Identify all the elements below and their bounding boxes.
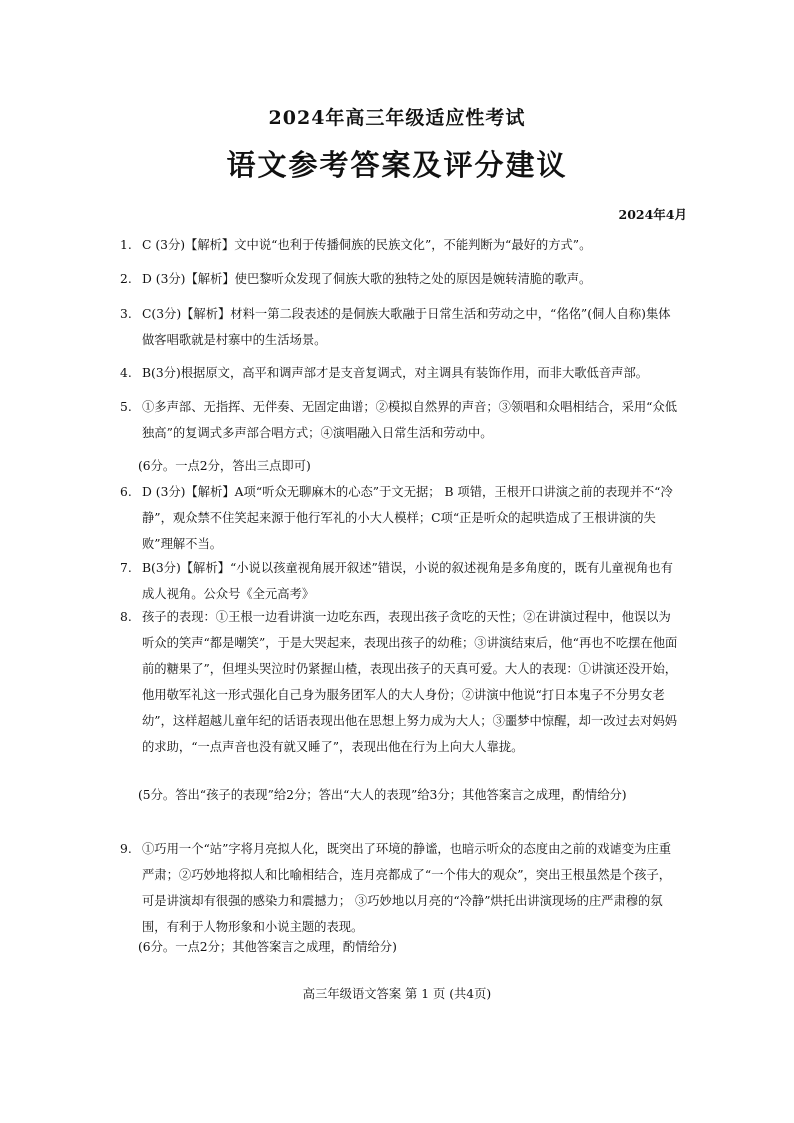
item-number: 2.: [120, 272, 132, 286]
scoring-note-5: (6分。一点2分，答出三点即可): [138, 459, 311, 473]
answer-item-6: [120, 479, 680, 557]
item-number: 6.: [120, 485, 132, 499]
document-title: 语文参考答案及评分建议: [226, 148, 568, 182]
scoring-note-8: (5分。答出“孩子的表现”给2分；答出“大人的表现”给3分；其他答案言之成理，酌情给分): [138, 788, 627, 802]
page-footer: 高三年级语文答案 第 1 页 (共4页): [302, 987, 492, 1001]
answer-item-1: [120, 232, 680, 258]
item-number: 9.: [120, 842, 132, 856]
item-number: 7.: [120, 561, 132, 575]
answer-item-5: [120, 394, 680, 446]
exam-title: 2024年高三年级适应性考试: [268, 107, 526, 129]
item-text: ①巧用一个“站”字将月亮拟人化，既突出了环境的静谧，也暗示听众的态度由之前的戏谑变为庄重严肃；②巧妙地将拟人和比喻相结合，连月亮都成了“一个伟大的观众”，突出王根虽然是个孩子，可是讲演却有很强的感染力和震撼力； ③巧妙地以月亮的“冷静”烘托出讲演现场的庄严肃穆的氛围，有利于人物形象和小说主题的表现。: [142, 842, 672, 934]
answer-item-2: [120, 266, 680, 292]
item-number: 1.: [120, 238, 132, 252]
item-text: D (3分)【解析】使巴黎听众发现了侗族大歌的独特之处的原因是婉转清脆的歌声。: [142, 272, 592, 286]
item-text: B(3分)【解析】“小说以孩童视角展开叙述”错误，小说的叙述视角是多角度的，既有儿童视角也有成人视角。公众号《全元高考》: [142, 561, 673, 601]
answer-item-7: [120, 555, 680, 607]
answer-item-8: [120, 604, 680, 760]
item-text: ①多声部、无指挥、无伴奏、无固定曲谱；②模拟自然界的声音；③领唱和众唱相结合，采用“众低独高”的复调式多声部合唱方式；④演唱融入日常生活和劳动中。: [142, 400, 678, 440]
item-number: 5.: [120, 400, 132, 414]
item-text: C(3分)【解析】材料一第二段表述的是侗族大歌融于日常生活和劳动之中，“佲佲”(侗人自称)集体做客唱歌就是村寨中的生活场景。: [142, 307, 671, 347]
item-text: B(3分)根据原文，高平和调声部才是支音复调式，对主调具有装饰作用，而非大歌低音声部。: [142, 366, 649, 380]
item-text: C (3分)【解析】文中说“也利于传播侗族的民族文化”，不能判断为“最好的方式”。: [142, 238, 592, 252]
item-text: 孩子的表现：①王根一边看讲演一边吃东西，表现出孩子贪吃的天性；②在讲演过程中，他误以为听众的笑声“都是嘲笑”，于是大哭起来，表现出孩子的幼稚；③讲演结束后，他“再也不吃摆在他面前的糖果了”，但埋头哭泣时仍紧握山楂，表现出孩子的天真可爱。大人的表现：①讲演还没开始，他用敬军礼这一形式强化自己身为服务团军人的大人身份；②讲演中他说“打日本鬼子不分男女老幼”，这样超越儿童年纪的话语表现出他在思想上努力成为大人；③噩梦中惊醒，却一改过去对妈妈的求助，“一点声音也没有就又睡了”，表现出他在行为上向大人靠拢。: [142, 610, 678, 754]
item-text: D (3分)【解析】A项“听众无聊麻木的心态”于文无据； B 项错，王根开口讲演之前的表现并不“冷静”，观众禁不住笑起来源于他行军礼的小大人模样；C项“正是听众的起哄造成了王根讲演的失败”理解不当。: [142, 485, 673, 551]
item-number: 8.: [120, 610, 132, 624]
document-date: 2024年4月: [618, 207, 687, 222]
answer-item-4: [120, 360, 680, 386]
answer-item-3: [120, 301, 680, 353]
scoring-note-9: (6分。一点2分；其他答案言之成理，酌情给分): [138, 940, 397, 954]
answer-item-9: [120, 836, 680, 940]
item-number: 4.: [120, 366, 132, 380]
item-number: 3.: [120, 307, 132, 321]
